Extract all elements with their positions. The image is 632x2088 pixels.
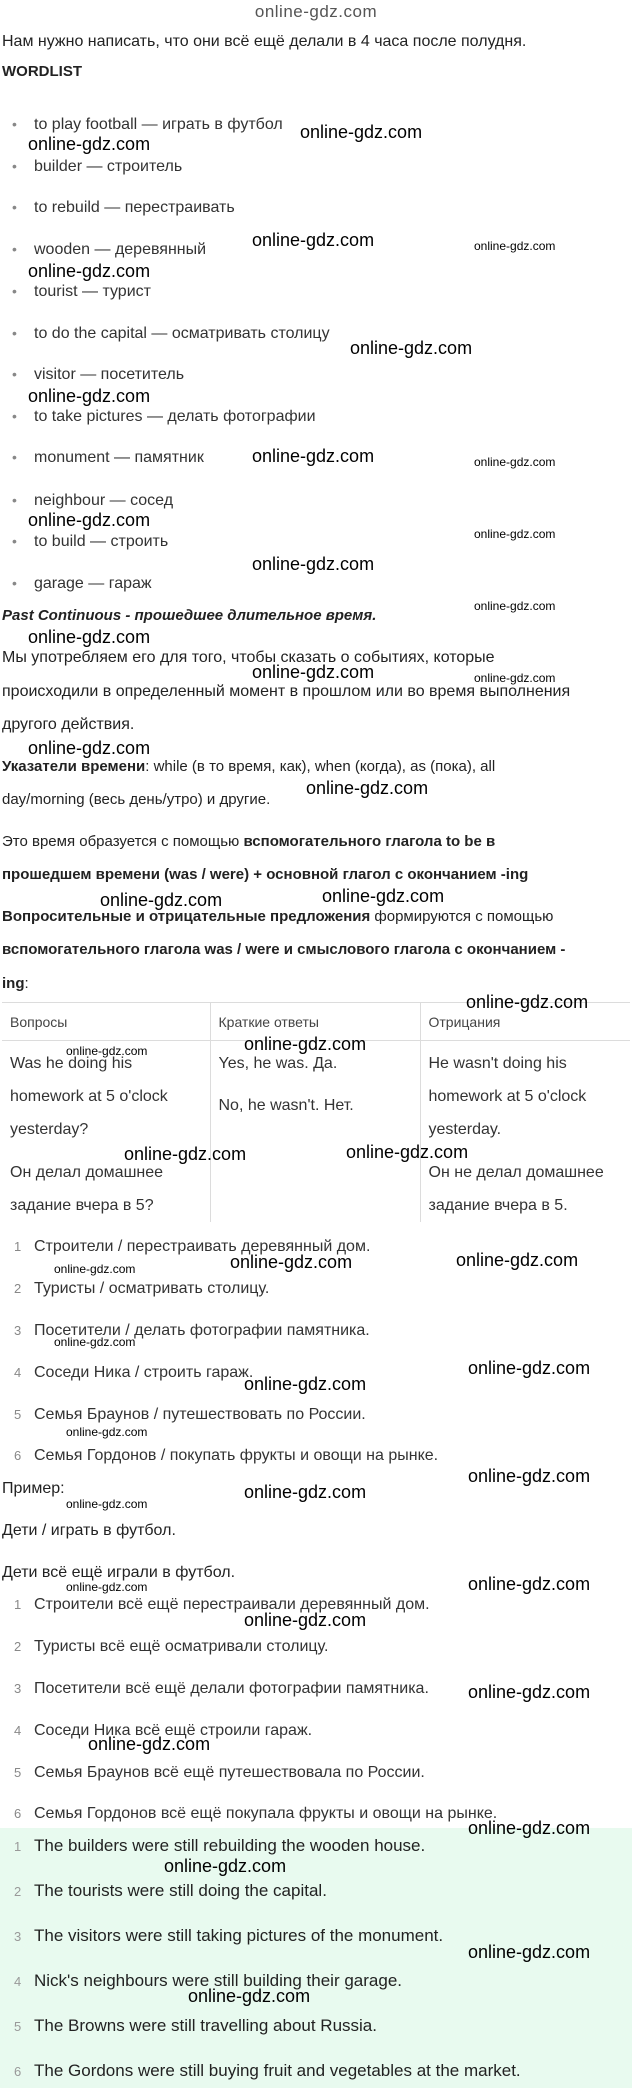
site-watermark: online-gdz.com — [252, 446, 375, 466]
bullet-icon: • — [12, 116, 17, 132]
intro-text: Нам нужно написать, что они всё ещё делали в 4 часа после полудня. — [2, 33, 527, 50]
bullet-icon: • — [12, 366, 17, 382]
example-answer: Дети всё ещё играли в футбол. — [2, 1564, 236, 1581]
site-watermark: online-gdz.com — [468, 1574, 591, 1594]
site-watermark: online-gdz.com — [66, 1425, 148, 1439]
site-watermark: online-gdz.com — [322, 886, 445, 906]
wordlist-item: • tourist — турист — [12, 283, 151, 300]
translation-item: 5 Семья Браунов всё ещё путешествовала по России. — [14, 1764, 425, 1781]
wordlist-item: • neighbour — сосед — [12, 492, 174, 509]
site-watermark: online-gdz.com — [456, 1250, 579, 1270]
bullet-icon: • — [12, 533, 17, 549]
answer-item: 5 The Browns were still travelling about Russia. — [14, 2016, 377, 2035]
bullet-icon: • — [12, 408, 17, 424]
site-watermark: online-gdz.com — [28, 261, 151, 281]
wordlist-item: • to take pictures — делать фотографии — [12, 408, 316, 425]
site-watermark: online-gdz.com — [474, 455, 556, 469]
site-watermark: online-gdz.com — [100, 890, 223, 910]
site-watermark: online-gdz.com — [346, 1142, 469, 1162]
translation-item: 6 Семья Гордонов всё ещё покупала фрукты и овощи на рынке. — [14, 1805, 498, 1822]
site-watermark: online-gdz.com — [28, 510, 151, 530]
translation-item: 3 Посетители всё ещё делали фотографии памятника. — [14, 1680, 429, 1697]
site-watermark: online-gdz.com — [54, 1262, 136, 1276]
wordlist-item: • visitor — посетитель — [12, 366, 185, 383]
site-watermark: online-gdz.com — [28, 738, 151, 758]
answer-item: 2 The tourists were still doing the capital. — [14, 1881, 327, 1900]
bullet-icon: • — [12, 325, 17, 341]
site-watermark: online-gdz.com — [28, 134, 151, 154]
bullet-icon: • — [12, 283, 17, 299]
time-markers-line: Указатели времени: while (в то время, как), when (когда), as (пока), all — [2, 758, 496, 775]
wordlist-item: • to play football — играть в футбол — [12, 116, 283, 133]
table-header-questions: Вопросы — [2, 1003, 210, 1041]
site-watermark: online-gdz.com — [244, 1374, 367, 1394]
task-item: 1 Строители / перестраивать деревянный дом. — [14, 1238, 371, 1255]
site-watermark: online-gdz.com — [244, 1482, 367, 1502]
bullet-icon: • — [12, 241, 17, 257]
site-watermark: online-gdz.com — [244, 1610, 367, 1630]
site-watermark: online-gdz.com — [252, 230, 375, 250]
site-watermark: online-gdz.com — [188, 1986, 311, 2006]
site-watermark: online-gdz.com — [28, 627, 151, 647]
site-watermark: online-gdz.com — [474, 239, 556, 253]
site-watermark: online-gdz.com — [88, 1734, 211, 1754]
site-watermark-header: online-gdz.com — [254, 2, 378, 21]
questions-line: вспомогательного глагола was / were и смыслового глагола с окончанием - — [2, 941, 566, 958]
site-watermark: online-gdz.com — [252, 662, 375, 682]
site-watermark: online-gdz.com — [474, 527, 556, 541]
wordlist-item: • to do the capital — осматривать столицу — [12, 325, 330, 342]
wordlist-item: • wooden — деревянный — [12, 241, 207, 258]
site-watermark: online-gdz.com — [468, 1818, 591, 1838]
site-watermark: online-gdz.com — [468, 1358, 591, 1378]
site-watermark: online-gdz.com — [466, 992, 589, 1012]
time-markers-line: day/morning (весь день/утро) и другие. — [2, 791, 271, 808]
site-watermark: online-gdz.com — [306, 778, 429, 798]
site-watermark: online-gdz.com — [350, 338, 473, 358]
translation-item: 4 Соседи Ника всё ещё строили гараж. — [14, 1722, 313, 1739]
site-watermark: online-gdz.com — [124, 1144, 247, 1164]
wordlist-item: • to rebuild — перестраивать — [12, 199, 235, 216]
site-watermark: online-gdz.com — [474, 671, 556, 685]
task-item: 3 Посетители / делать фотографии памятника. — [14, 1322, 370, 1339]
grammar-desc-line: происходили в определенный момент в прошлом или во время выполнения — [2, 683, 571, 700]
task-item: 4 Соседи Ника / строить гараж. — [14, 1364, 254, 1381]
formation-line: прошедшем времени (was / were) + основной глагол с окончанием -ing — [2, 866, 529, 883]
translation-item: 2 Туристы всё ещё осматривали столицу. — [14, 1638, 329, 1655]
site-watermark: online-gdz.com — [54, 1335, 136, 1349]
table-header-negatives: Отрицания — [420, 1003, 630, 1041]
site-watermark: online-gdz.com — [164, 1856, 287, 1876]
table-header-short-answers: Краткие ответы — [210, 1003, 420, 1041]
site-watermark: online-gdz.com — [66, 1580, 148, 1594]
example-label: Пример: — [2, 1480, 65, 1497]
wordlist-item: • builder — строитель — [12, 158, 183, 175]
task-item: 5 Семья Браунов / путешествовать по России. — [14, 1406, 366, 1423]
site-watermark: online-gdz.com — [244, 1034, 367, 1054]
table-cell-short-answers: Yes, he was. Да. No, he wasn't. Нет. — [210, 1041, 420, 1223]
site-watermark: online-gdz.com — [468, 1466, 591, 1486]
wordlist-item: • monument — памятник — [12, 449, 204, 466]
site-watermark: online-gdz.com — [66, 1497, 148, 1511]
bullet-icon: • — [12, 575, 17, 591]
bullet-icon: • — [12, 449, 17, 465]
wordlist-item: • to build — строить — [12, 533, 169, 550]
site-watermark: online-gdz.com — [28, 386, 151, 406]
wordlist-item: • garage — гараж — [12, 575, 152, 592]
bullet-icon: • — [12, 199, 17, 215]
site-watermark: online-gdz.com — [252, 554, 375, 574]
translation-item: 1 Строители всё ещё перестраивали деревянный дом. — [14, 1596, 430, 1613]
grammar-desc-line: другого действия. — [2, 716, 135, 733]
wordlist-title: WORDLIST — [2, 63, 82, 80]
grammar-heading: Past Continuous - прошедшее длительное время. — [2, 607, 377, 624]
bullet-icon: • — [12, 158, 17, 174]
example-prompt: Дети / играть в футбол. — [2, 1522, 176, 1539]
site-watermark: online-gdz.com — [66, 1044, 148, 1058]
site-watermark: online-gdz.com — [474, 599, 556, 613]
answer-item: 3 The visitors were still taking pictures of the monument. — [14, 1926, 444, 1945]
questions-line: Вопросительные и отрицательные предложения формируются с помощью — [2, 908, 554, 925]
site-watermark: online-gdz.com — [468, 1682, 591, 1702]
site-watermark: online-gdz.com — [468, 1942, 591, 1962]
site-watermark: online-gdz.com — [230, 1252, 353, 1272]
answer-item: 4 Nick's neighbours were still building their garage. — [14, 1971, 402, 1990]
table-row — [2, 1041, 630, 1223]
questions-line: ing: — [2, 975, 29, 992]
table-cell-negatives: He wasn't doing his homework at 5 o'clock yesterday. Он не делал домашнее задание вчера в 5. — [420, 1041, 630, 1223]
task-item: 2 Туристы / осматривать столицу. — [14, 1280, 270, 1297]
task-item: 6 Семья Гордонов / покупать фрукты и овощи на рынке. — [14, 1447, 439, 1464]
answer-item: 1 The builders were still rebuilding the wooden house. — [14, 1836, 426, 1855]
answer-item: 6 The Gordons were still buying fruit and vegetables at the market. — [14, 2061, 521, 2080]
table-cell-questions: Was he doing his homework at 5 o'clock yesterday? Он делал домашнее задание вчера в 5? — [10, 1055, 168, 1214]
formation-line: Это время образуется с помощью вспомогательного глагола to be в — [2, 833, 496, 850]
site-watermark: online-gdz.com — [300, 122, 423, 142]
grammar-desc-line: Мы употребляем его для того, чтобы сказать о событиях, которые — [2, 649, 495, 666]
bullet-icon: • — [12, 492, 17, 508]
